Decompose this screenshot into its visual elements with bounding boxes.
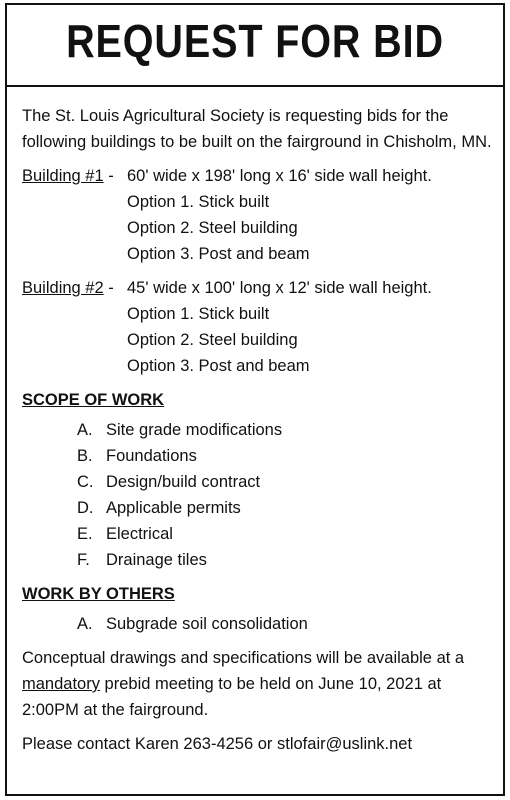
building-2-option-1: Option 1. Stick built xyxy=(127,305,270,323)
scope-item-text: Applicable permits xyxy=(106,499,241,517)
scope-item xyxy=(22,547,494,573)
others-item xyxy=(22,611,494,637)
ad-body xyxy=(22,103,494,765)
drawings-mandatory: mandatory xyxy=(22,675,100,693)
building-2 xyxy=(22,275,494,379)
scope-item-letter: A. xyxy=(77,421,93,439)
intro-paragraph: The St. Louis Agricultural Society is requesting bids for the following buildings to be built on the fairground in Chisholm, MN. xyxy=(22,107,492,151)
headline-rule xyxy=(7,85,503,87)
scope-item-letter: B. xyxy=(77,447,93,465)
building-2-spec: 45' wide x 100' long x 12' side wall height. xyxy=(127,279,432,297)
scope-item-text: Design/build contract xyxy=(106,473,261,491)
scope-item-text: Site grade modifications xyxy=(106,421,283,439)
drawings-paragraph xyxy=(22,645,494,723)
building-2-option-2: Option 2. Steel building xyxy=(127,331,298,349)
scope-item-letter: E. xyxy=(77,525,93,543)
scope-item xyxy=(22,521,494,547)
building-1-option-2: Option 2. Steel building xyxy=(127,219,298,237)
building-1-label: Building #1 xyxy=(22,167,104,185)
scope-item-letter: C. xyxy=(77,473,94,491)
drawings-text-after: prebid meeting to be held on June 10, 2021 at 2:00PM at the fairground. xyxy=(22,675,442,719)
scope-item xyxy=(22,495,494,521)
building-2-option-3: Option 3. Post and beam xyxy=(127,357,310,375)
scope-item-letter: F. xyxy=(77,551,90,569)
scope-item xyxy=(22,469,494,495)
building-2-line xyxy=(22,275,494,301)
others-list xyxy=(22,611,494,637)
headline: REQUEST FOR BID xyxy=(66,15,444,67)
drawings-text-before: Conceptual drawings and specifications will be available at a xyxy=(22,649,465,667)
scope-heading: SCOPE OF WORK xyxy=(22,391,165,409)
building-1-spec: 60' wide x 198' long x 16' side wall height. xyxy=(127,167,432,185)
scope-item-letter: D. xyxy=(77,499,94,517)
building-2-label: Building #2 xyxy=(22,279,104,297)
scope-item xyxy=(22,417,494,443)
ad-frame xyxy=(5,3,505,796)
contact-line: Please contact Karen 263-4256 or stlofair@uslink.net xyxy=(22,735,413,753)
others-heading: WORK BY OTHERS xyxy=(22,585,175,603)
scope-item-text: Foundations xyxy=(106,447,197,465)
scope-item-text: Electrical xyxy=(106,525,173,543)
others-item-text: Subgrade soil consolidation xyxy=(106,615,308,633)
building-1-line xyxy=(22,163,494,189)
building-1-option-3: Option 3. Post and beam xyxy=(127,245,310,263)
building-1-option-1: Option 1. Stick built xyxy=(127,193,270,211)
building-1-dash: - xyxy=(103,167,114,185)
building-2-dash: - xyxy=(103,279,114,297)
scope-item xyxy=(22,443,494,469)
building-1 xyxy=(22,163,494,267)
others-item-letter: A. xyxy=(77,615,93,633)
scope-item-text: Drainage tiles xyxy=(106,551,207,569)
scope-list xyxy=(22,417,494,573)
